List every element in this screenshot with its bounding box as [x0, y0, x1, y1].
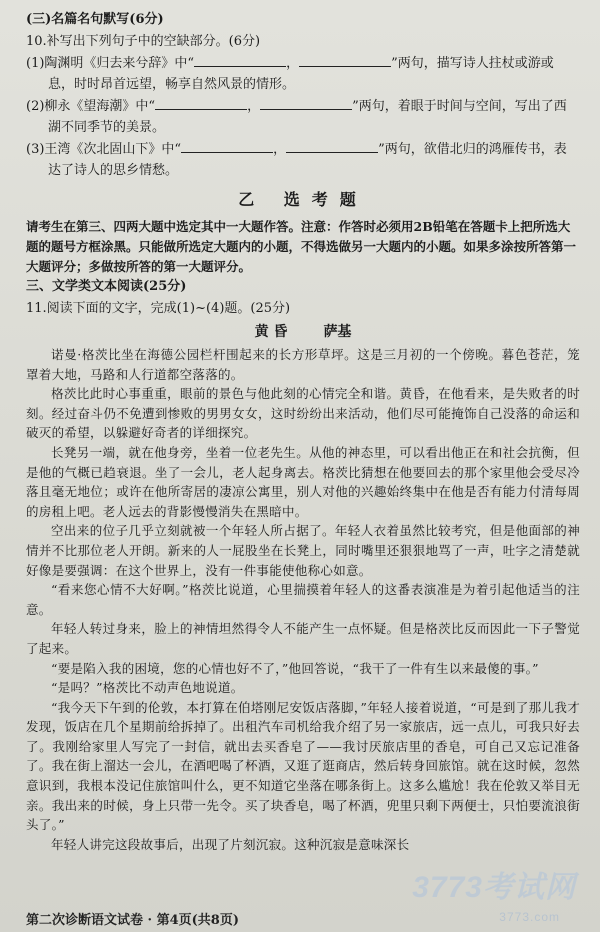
- article-paragraph: 空出来的位子几乎立刻就被一个年轻人所占据了。年轻人衣着虽然比较考究，但是他面部的神情并不比那位老人开朗。新来的人一屁股坐在长凳上，同时嘴里还狠狠地骂了一声，吐字之清楚就好像是要强调：在这个世界上，没有一件事能使他称心如意。: [26, 523, 580, 578]
- answer-blank[interactable]: [260, 95, 352, 110]
- article-paragraph: 格茨比此时心事重重，眼前的景色与他此刻的心情完全和谐。黄昏，在他看来，是失败者的时刻。经过奋斗仍不免遭到惨败的男男女女，这时纷纷出来活动，他们尽可能掩饰自己没落的命运和破灭的希望，以躲避好奇者的详细探究。: [26, 386, 580, 441]
- question-10-item-1: (1)陶渊明《归去来兮辞》中“ ， ”两句，描写诗人拄杖或游或: [26, 52, 580, 74]
- instructions: 请考生在第三、四两大题中选定其中一大题作答。注意：作答时必须用2B铅笔在答题卡上把所选大题的题号方框涂黑。只能做所选定大题内的小题，不得选做另一大题内的小题。如果多涂按所答第一大题评分；多做按所答的第一大题评分。: [26, 219, 577, 274]
- article-author: 萨基: [323, 324, 352, 340]
- section-three-title: (三)名篇名句默写(6分): [26, 12, 164, 27]
- question-10-item-2-continued: 湖不同季节的美景。: [48, 120, 166, 135]
- question-10-item-3: (3)王湾《次北固山下》中“ ， ”两句，欲借北归的鸿雁传书，表: [26, 138, 580, 160]
- article-paragraph: “看来您心情不大好啊。”格茨比说道，心里揣摸着年轻人的这番表演准是为着引起他适当的注意。: [26, 582, 580, 617]
- article-paragraph: 诺曼·格茨比坐在海德公园栏杆围起来的长方形草坪。这是三月初的一个傍晚。暮色苍茫，笼罩着大地，马路和人行道都空落落的。: [26, 347, 580, 382]
- question-10-item-1-continued: 息，时时昂首远望，畅享自然风景的情形。: [48, 77, 296, 92]
- article-title: 黄 昏: [254, 324, 288, 340]
- article-paragraph: “是吗？”格茨比不动声色地说道。: [51, 680, 244, 696]
- watermark-url: 3773.com: [499, 910, 560, 924]
- article-paragraph: 长凳另一端，就在他身旁，坐着一位老先生。从他的神态里，可以看出他正在和社会抗衡，但是他的气概已趋衰退。坐了一会儿，老人起身离去。格茨比猜想在他要回去的那个家里他会受尽冷落且毫无地位；或许在他所寄居的凄凉公寓里，别人对他的兴趣始终集中在他是否有能力付清每周的房租上吧。老人远去的背影慢慢消失在黑暗中。: [26, 444, 580, 519]
- article-paragraph: “我今天下午到的伦敦，本打算在伯塔刚尼安饭店落脚，”年轻人接着说道，“可是到了那儿我才发现，饭店在几个星期前给拆掉了。出租汽车司机给我介绍了另一家旅店，远一点儿，可我只好去了。我刚给家里人写完了一封信，就出去买香皂了——我讨厌旅店里的香皂，可自己又忘记准备了。我在街上溜达一会儿，在酒吧喝了杯酒，又逛了逛商店，然后转身回旅馆。就在这时候，忽然意识到，我根本没记住旅馆叫什么，更不知道它坐落在哪条街上。这多么尴尬！我在伦敦又举目无亲。我出来的时候，身上只带一先令。买了块香皂，喝了杯酒，兜里只剩下两便士，只怕要流浪街头了。”: [26, 699, 580, 833]
- question-10-item-2: (2)柳永《望海潮》中“ ， ”两句，着眼于时间与空间，写出了西: [26, 95, 580, 117]
- answer-blank[interactable]: [155, 95, 247, 110]
- part-b-title: 乙 选考题: [238, 190, 368, 209]
- answer-blank[interactable]: [181, 138, 273, 153]
- article-paragraph: 年轻人讲完这段故事后，出现了片刻沉寂。这种沉寂是意味深长: [51, 836, 410, 852]
- article-paragraph: 年轻人转过身来，脸上的神情坦然得令人不能产生一点怀疑。但是格茨比反而因此一下子警觉了起来。: [26, 621, 580, 656]
- question-11-stem: 11.阅读下面的文字，完成(1)~(4)题。(25分): [26, 301, 291, 316]
- section-3-title: 三、文学类文本阅读(25分): [26, 279, 187, 294]
- article-body: [26, 345, 580, 854]
- article-paragraph: “要是陷入我的困境，您的心情也好不了，”他回答说，“我干了一件有生以来最傻的事。”: [51, 660, 539, 676]
- answer-blank[interactable]: [286, 138, 378, 153]
- answer-blank[interactable]: [299, 52, 391, 67]
- article-heading: [26, 321, 580, 343]
- page-footer: 第二次诊断语文试卷 · 第4页(共8页): [26, 913, 239, 928]
- answer-blank[interactable]: [194, 52, 286, 67]
- watermark-logo: 3773考试网: [412, 871, 576, 904]
- question-10-item-3-continued: 达了诗人的思乡情愁。: [48, 163, 179, 178]
- question-10-stem: 10.补写出下列句子中的空缺部分。(6分): [26, 34, 261, 49]
